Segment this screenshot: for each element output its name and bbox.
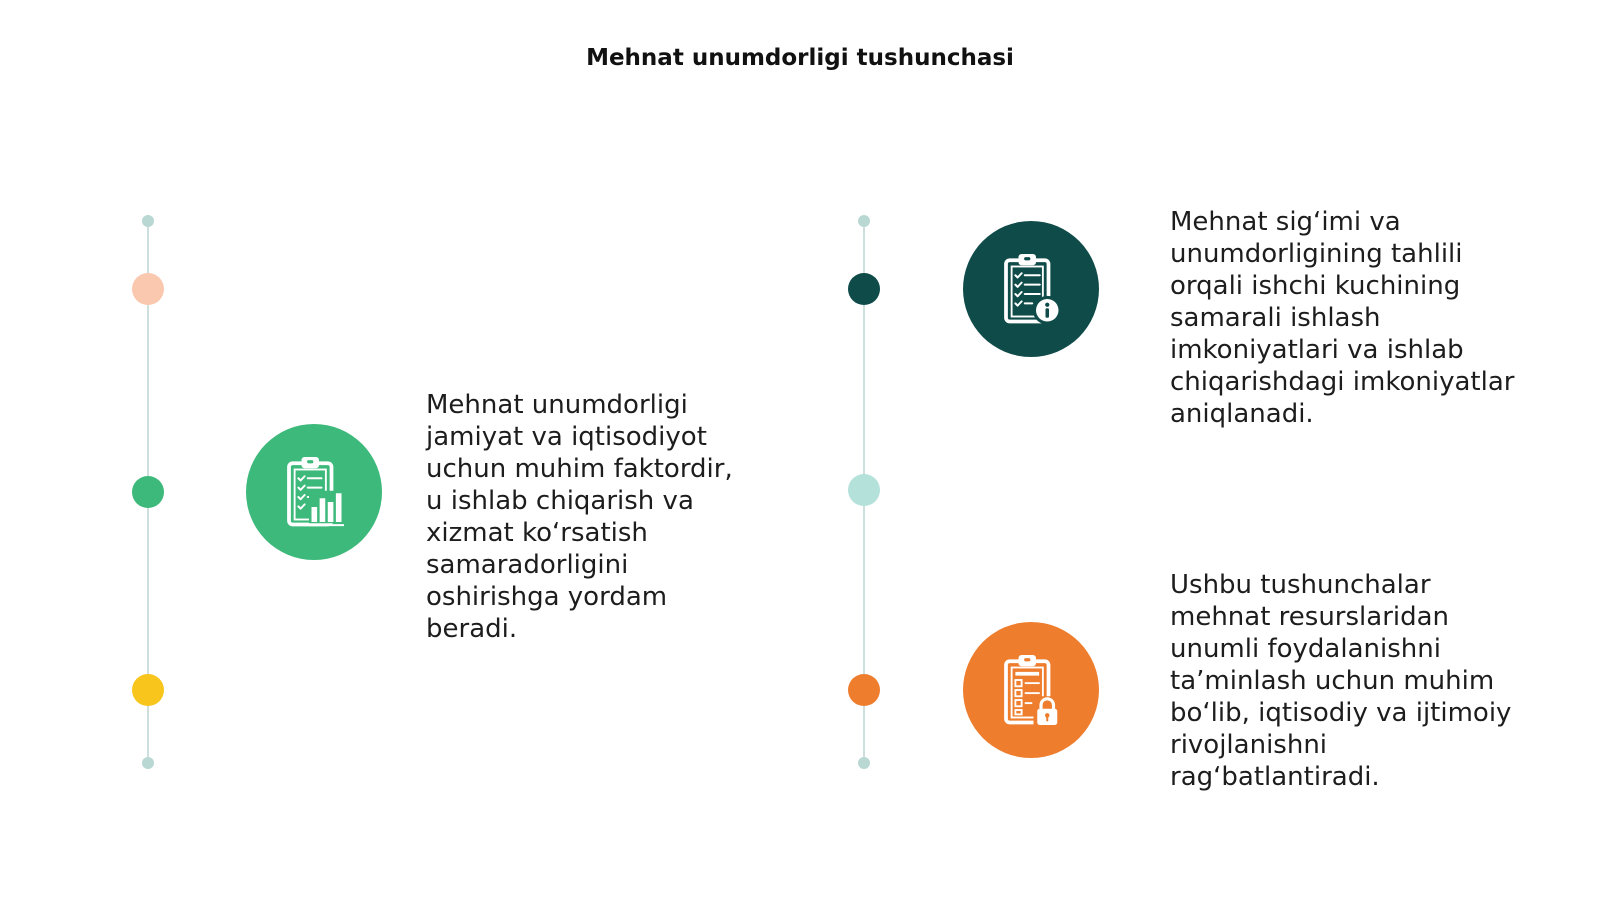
timeline-dot <box>848 674 880 706</box>
item-description: Mehnat unumdorligi jamiyat va iqtisodiyot uchun muhim faktordir, u ishlab chiqarish va xizmat ko‘rsatish samaradorligini oshirishga yordam beradi. <box>426 390 733 644</box>
timeline-dot <box>132 476 164 508</box>
item-description: Ushbu tushunchalar mehnat resurslaridan unumli foydalanishni ta’minlash uchun muhim bo‘lib, iqtisodiy va ijtimoiy rivojlanishni rag‘batlantiradi. <box>1170 570 1512 792</box>
clipboard-lock-icon <box>991 650 1071 730</box>
icon-badge <box>963 221 1099 357</box>
timeline-dot <box>132 674 164 706</box>
timeline-end-dot <box>142 757 154 769</box>
timeline-end-dot <box>858 757 870 769</box>
timeline-end-dot <box>142 215 154 227</box>
timeline-dot <box>132 273 164 305</box>
item-description: Mehnat sig‘imi va unumdorligining tahlili orqali ishchi kuchining samarali ishlash imkoniyatlari va ishlab chiqarishdagi imkoniyatlar aniqlanadi. <box>1170 207 1515 429</box>
timeline-end-dot <box>858 215 870 227</box>
clipboard-chart-icon <box>274 452 354 532</box>
icon-badge <box>963 622 1099 758</box>
timeline-dot <box>848 474 880 506</box>
timeline-dot <box>848 273 880 305</box>
icon-badge <box>246 424 382 560</box>
page-title: Mehnat unumdorligi tushunchasi <box>586 45 1014 71</box>
clipboard-info-icon <box>991 249 1071 329</box>
